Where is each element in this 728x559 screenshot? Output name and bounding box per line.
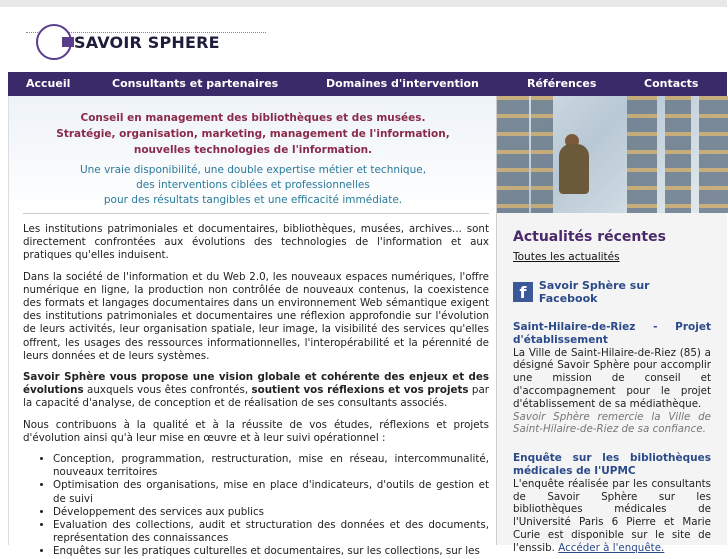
paragraph: Les institutions patrimoniales et documentaires, bibliothèques, musées, archives... sont directement confrontées aux évolutions des technologies de l'information et aux pratiques qu'elles induisent. <box>23 223 489 262</box>
nav-consultants[interactable]: Consultants et partenaires <box>112 77 279 90</box>
news-panel <box>513 229 711 555</box>
facebook-icon: f <box>513 282 533 302</box>
news-item-text: L'enquête réalisée par les consultants de Savoir Sphère sur les bibliothèques médicales de l'Université Paris 6 Pierre et Marie Curie est disponible sur le site de l'enssib. Accéder à l'enquête. <box>513 477 711 554</box>
intro-bold-line: Conseil en management des bibliothèques et des musées. <box>80 112 426 124</box>
list-item: • Enquêtes sur les pratiques culturelles et documentaires, sur les collections, sur les <box>53 545 489 558</box>
logo-square-icon <box>62 37 74 47</box>
list-item: • Optimisation des organisations, mise en place d'indicateurs, d'outils de gestion et de suivi <box>53 479 489 505</box>
logo-text: SAVOIR SPHERE <box>74 33 220 52</box>
separator <box>23 213 489 214</box>
main-nav <box>8 72 727 96</box>
survey-link[interactable]: Accéder à l'enquête. <box>558 541 665 554</box>
nav-accueil[interactable]: Accueil <box>26 77 71 90</box>
nav-domaines[interactable]: Domaines d'intervention <box>326 77 479 90</box>
services-list <box>53 453 489 559</box>
news-item-title[interactable]: Saint-Hilaire-de-Riez - Projet d'établissement <box>513 321 711 346</box>
news-item <box>513 452 711 554</box>
list-item: • Conception, programmation, restructuration, mise en réseau, intercommunalité, nouveaux territoires <box>53 453 489 479</box>
news-item <box>513 321 711 436</box>
intro <box>9 110 497 208</box>
paragraph: Savoir Sphère vous propose une vision globale et cohérente des enjeux et des évolutions auxquels vous êtes confrontés, soutient vos réflexions et vos projets par la capacité d'analyse, de conception et de réalisation de ses consultants associés. <box>23 371 489 410</box>
intro-line: Une vraie disponibilité, une double expertise métier et technique, <box>79 164 427 176</box>
all-news-link[interactable]: Toutes les actualités <box>513 251 620 263</box>
news-item-title[interactable]: Enquête sur les bibliothèques médicales de l'UPMC <box>513 452 711 477</box>
body-text <box>23 223 489 559</box>
main-content <box>8 96 496 558</box>
top-bar <box>0 0 727 7</box>
list-item: • Evaluation des collections, audit et structuration des données et des documents, représentation des connaissances <box>53 519 489 545</box>
facebook-link[interactable]: f Savoir Sphère sur Facebook <box>513 279 711 305</box>
paragraph: Nous contribuons à la qualité et à la réussite de vos études, réflexions et projets d'évolution ainsi qu'à leur mise en œuvre et à leur suivi opérationnel : <box>23 418 489 444</box>
header <box>8 7 727 72</box>
news-title: Actualités récentes <box>513 229 666 245</box>
list-item: • Développement des services aux publics <box>53 506 489 519</box>
logo[interactable] <box>26 21 276 65</box>
nav-contacts[interactable]: Contacts <box>644 77 699 90</box>
intro-bold-line: nouvelles technologies de l'information. <box>133 144 373 156</box>
sidebar <box>496 96 727 554</box>
intro-bold-line: Stratégie, organisation, marketing, management de l'information, <box>56 128 450 140</box>
intro-line: des interventions ciblées et professionnelles <box>136 179 370 191</box>
news-item-note: Savoir Sphère remercie la Ville de Saint-Hilaire-de-Riez de sa confiance. <box>513 410 711 436</box>
intro-line: pour des résultats tangibles et une efficacité immédiate. <box>103 194 403 206</box>
news-item-text: La Ville de Saint-Hilaire-de-Riez (85) a désigné Savoir Sphère pour accomplir une mission de conseil et d'accompagnement pour le projet d'établissement de sa médiathèque. <box>513 346 711 410</box>
paragraph: Dans la société de l'information et du Web 2.0, les nouveaux espaces numériques, l'offre numérique en ligne, la production non contrôlée de nouveaux contenus, la coexistence des formats et langages documentaires dans un environnement Web sémantique exigent des institutions patrimoniales et documentaires une réflexion approfondie sur l'évolution de leurs activités, leur organisation spatiale, leur image, la visibilité des services qu'elles offrent, les usages des ressources informationnelles, l'interopérabilité et la pérennité de leurs données et de leurs systèmes. <box>23 270 489 362</box>
nav-references[interactable]: Références <box>527 77 597 90</box>
library-photo <box>497 96 728 213</box>
